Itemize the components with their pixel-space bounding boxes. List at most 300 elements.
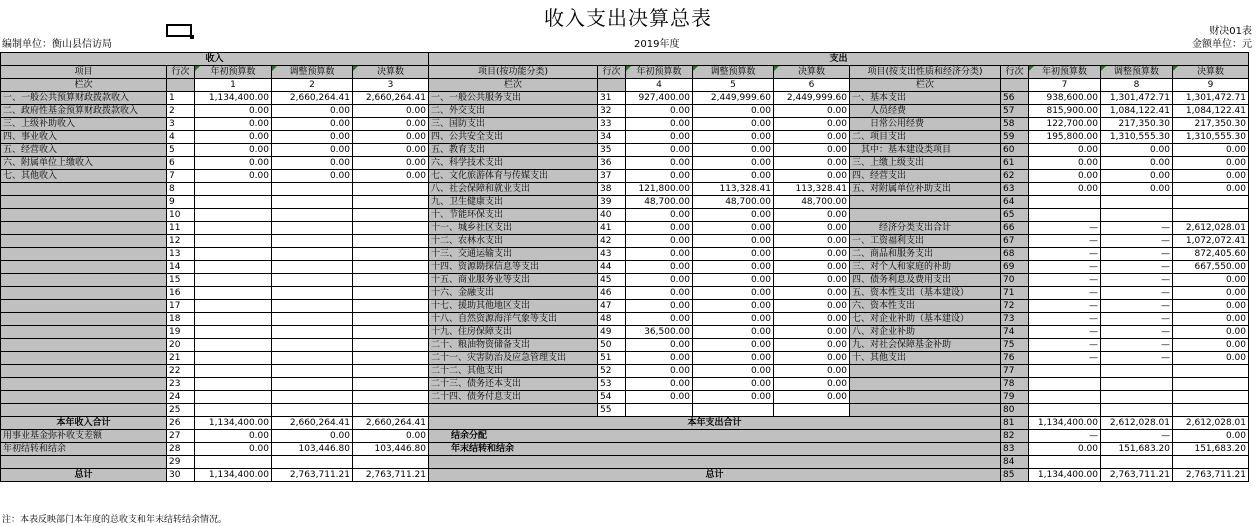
income-line-cell[interactable]: 13: [167, 248, 195, 261]
income-adjusted-cell[interactable]: 0.00: [272, 144, 353, 157]
func-line-cell[interactable]: 37: [598, 170, 626, 183]
income-item-cell[interactable]: 七、其他收入: [1, 170, 167, 183]
econ-item-cell[interactable]: [850, 404, 1001, 417]
summary-expense-line[interactable]: 85: [1001, 469, 1029, 482]
econ-initial-cell[interactable]: [1029, 391, 1101, 404]
func-line-cell[interactable]: 31: [598, 92, 626, 105]
func-final-cell[interactable]: 0.00: [774, 274, 850, 287]
func-item-cell[interactable]: 十六、金融支出: [429, 287, 598, 300]
summary-expense-initial[interactable]: 1,134,400.00: [1029, 417, 1101, 430]
econ-initial-cell[interactable]: 938,600.00: [1029, 92, 1101, 105]
func-item-cell[interactable]: 九、卫生健康支出: [429, 196, 598, 209]
func-item-cell[interactable]: 七、文化旅游体育与传媒支出: [429, 170, 598, 183]
econ-initial-cell[interactable]: —: [1029, 300, 1101, 313]
func-adjusted-cell[interactable]: 0.00: [693, 235, 774, 248]
summary-income-adjusted[interactable]: 2,763,711.21: [272, 469, 353, 482]
func-adjusted-cell[interactable]: 0.00: [693, 157, 774, 170]
income-item-cell[interactable]: [1, 404, 167, 417]
econ-adjusted-cell[interactable]: 217,350.30: [1101, 118, 1173, 131]
income-initial-cell[interactable]: [195, 235, 272, 248]
income-initial-cell[interactable]: 0.00: [195, 170, 272, 183]
econ-final-cell[interactable]: [1173, 391, 1249, 404]
econ-initial-cell[interactable]: —: [1029, 326, 1101, 339]
income-line-cell[interactable]: 11: [167, 222, 195, 235]
econ-item-cell[interactable]: 八、对企业补助: [850, 326, 1001, 339]
econ-line-cell[interactable]: 75: [1001, 339, 1029, 352]
econ-final-cell[interactable]: 0.00: [1173, 144, 1249, 157]
econ-initial-cell[interactable]: 195,800.00: [1029, 131, 1101, 144]
econ-item-cell[interactable]: 二、商品和服务支出: [850, 248, 1001, 261]
income-adjusted-cell[interactable]: [272, 339, 353, 352]
func-initial-cell[interactable]: 0.00: [626, 339, 693, 352]
income-final-cell[interactable]: [353, 287, 429, 300]
income-line-cell[interactable]: 12: [167, 235, 195, 248]
income-initial-cell[interactable]: [195, 391, 272, 404]
summary-expense-adjusted[interactable]: 151,683.20: [1101, 443, 1173, 456]
func-initial-cell[interactable]: 0.00: [626, 157, 693, 170]
func-adjusted-cell[interactable]: 0.00: [693, 378, 774, 391]
income-initial-cell[interactable]: [195, 313, 272, 326]
income-initial-cell[interactable]: [195, 183, 272, 196]
func-item-cell[interactable]: 十二、农林水支出: [429, 235, 598, 248]
summary-expense-initial[interactable]: 1,134,400.00: [1029, 469, 1101, 482]
econ-initial-cell[interactable]: [1029, 196, 1101, 209]
func-line-cell[interactable]: 55: [598, 404, 626, 417]
summary-expense-final[interactable]: [1173, 456, 1249, 469]
econ-initial-cell[interactable]: —: [1029, 261, 1101, 274]
econ-initial-cell[interactable]: 0.00: [1029, 157, 1101, 170]
func-adjusted-cell[interactable]: 0.00: [693, 352, 774, 365]
income-item-cell[interactable]: 三、上级补助收入: [1, 118, 167, 131]
income-adjusted-cell[interactable]: 0.00: [272, 105, 353, 118]
func-final-cell[interactable]: 0.00: [774, 391, 850, 404]
econ-final-cell[interactable]: [1173, 196, 1249, 209]
func-line-cell[interactable]: 46: [598, 287, 626, 300]
econ-item-cell[interactable]: [850, 196, 1001, 209]
income-item-cell[interactable]: 二、政府性基金预算财政拨款收入: [1, 105, 167, 118]
income-line-cell[interactable]: 17: [167, 300, 195, 313]
income-adjusted-cell[interactable]: [272, 261, 353, 274]
func-initial-cell[interactable]: 121,800.00: [626, 183, 693, 196]
func-line-cell[interactable]: 47: [598, 300, 626, 313]
income-adjusted-cell[interactable]: [272, 352, 353, 365]
income-initial-cell[interactable]: [195, 209, 272, 222]
func-final-cell[interactable]: 0.00: [774, 339, 850, 352]
income-line-cell[interactable]: 3: [167, 118, 195, 131]
func-adjusted-cell[interactable]: 0.00: [693, 274, 774, 287]
income-line-cell[interactable]: 22: [167, 365, 195, 378]
income-item-cell[interactable]: [1, 378, 167, 391]
econ-initial-cell[interactable]: —: [1029, 352, 1101, 365]
income-final-cell[interactable]: [353, 300, 429, 313]
func-item-cell[interactable]: 一、一般公共服务支出: [429, 92, 598, 105]
econ-adjusted-cell[interactable]: [1101, 209, 1173, 222]
func-initial-cell[interactable]: 0.00: [626, 391, 693, 404]
econ-item-cell[interactable]: 一、基本支出: [850, 92, 1001, 105]
func-final-cell[interactable]: 0.00: [774, 170, 850, 183]
summary-income-item[interactable]: 年初结转和结余: [1, 443, 167, 456]
econ-final-cell[interactable]: 0.00: [1173, 339, 1249, 352]
summary-expense-adjusted[interactable]: [1101, 456, 1173, 469]
econ-final-cell[interactable]: [1173, 378, 1249, 391]
func-item-cell[interactable]: 八、社会保障和就业支出: [429, 183, 598, 196]
econ-initial-cell[interactable]: 122,700.00: [1029, 118, 1101, 131]
func-adjusted-cell[interactable]: 0.00: [693, 118, 774, 131]
econ-adjusted-cell[interactable]: —: [1101, 352, 1173, 365]
income-item-cell[interactable]: [1, 261, 167, 274]
econ-item-cell[interactable]: 人员经费: [850, 105, 1001, 118]
income-item-cell[interactable]: [1, 183, 167, 196]
func-item-cell[interactable]: 四、公共安全支出: [429, 131, 598, 144]
econ-initial-cell[interactable]: —: [1029, 248, 1101, 261]
func-initial-cell[interactable]: 0.00: [626, 274, 693, 287]
income-final-cell[interactable]: [353, 391, 429, 404]
cell-selection-cursor[interactable]: [166, 24, 192, 37]
func-final-cell[interactable]: 0.00: [774, 144, 850, 157]
func-adjusted-cell[interactable]: 0.00: [693, 326, 774, 339]
func-final-cell[interactable]: 48,700.00: [774, 196, 850, 209]
income-adjusted-cell[interactable]: [272, 313, 353, 326]
econ-line-cell[interactable]: 80: [1001, 404, 1029, 417]
func-final-cell[interactable]: 0.00: [774, 300, 850, 313]
summary-income-final[interactable]: 103,446.80: [353, 443, 429, 456]
income-item-cell[interactable]: [1, 235, 167, 248]
econ-adjusted-cell[interactable]: —: [1101, 326, 1173, 339]
func-line-cell[interactable]: 33: [598, 118, 626, 131]
func-adjusted-cell[interactable]: 0.00: [693, 170, 774, 183]
econ-item-cell[interactable]: 四、经营支出: [850, 170, 1001, 183]
income-line-cell[interactable]: 5: [167, 144, 195, 157]
summary-income-line[interactable]: 27: [167, 430, 195, 443]
econ-final-cell[interactable]: [1173, 365, 1249, 378]
econ-line-cell[interactable]: 61: [1001, 157, 1029, 170]
func-adjusted-cell[interactable]: 48,700.00: [693, 196, 774, 209]
summary-income-initial[interactable]: 0.00: [195, 430, 272, 443]
summary-income-final[interactable]: 2,763,711.21: [353, 469, 429, 482]
func-line-cell[interactable]: 38: [598, 183, 626, 196]
summary-expense-item[interactable]: 本年支出合计: [429, 417, 1001, 430]
func-line-cell[interactable]: 41: [598, 222, 626, 235]
econ-adjusted-cell[interactable]: 1,084,122.41: [1101, 105, 1173, 118]
summary-income-adjusted[interactable]: 103,446.80: [272, 443, 353, 456]
func-adjusted-cell[interactable]: 0.00: [693, 248, 774, 261]
income-adjusted-cell[interactable]: [272, 209, 353, 222]
income-initial-cell[interactable]: [195, 248, 272, 261]
summary-expense-adjusted[interactable]: —: [1101, 430, 1173, 443]
income-final-cell[interactable]: [353, 313, 429, 326]
func-final-cell[interactable]: 113,328.41: [774, 183, 850, 196]
income-initial-cell[interactable]: [195, 404, 272, 417]
func-adjusted-cell[interactable]: 0.00: [693, 105, 774, 118]
income-line-cell[interactable]: 6: [167, 157, 195, 170]
income-initial-cell[interactable]: [195, 261, 272, 274]
income-line-cell[interactable]: 14: [167, 261, 195, 274]
econ-initial-cell[interactable]: —: [1029, 339, 1101, 352]
summary-expense-final[interactable]: 0.00: [1173, 430, 1249, 443]
func-line-cell[interactable]: 49: [598, 326, 626, 339]
func-initial-cell[interactable]: 927,400.00: [626, 92, 693, 105]
summary-income-adjusted[interactable]: 0.00: [272, 430, 353, 443]
econ-adjusted-cell[interactable]: [1101, 391, 1173, 404]
econ-line-cell[interactable]: 72: [1001, 300, 1029, 313]
func-initial-cell[interactable]: 0.00: [626, 144, 693, 157]
income-final-cell[interactable]: [353, 209, 429, 222]
summary-income-adjusted[interactable]: 2,660,264.41: [272, 417, 353, 430]
summary-expense-item[interactable]: [429, 456, 1001, 469]
econ-line-cell[interactable]: 71: [1001, 287, 1029, 300]
income-item-cell[interactable]: [1, 300, 167, 313]
income-initial-cell[interactable]: 1,134,400.00: [195, 92, 272, 105]
income-line-cell[interactable]: 20: [167, 339, 195, 352]
econ-line-cell[interactable]: 56: [1001, 92, 1029, 105]
econ-adjusted-cell[interactable]: 1,301,472.71: [1101, 92, 1173, 105]
func-final-cell[interactable]: 0.00: [774, 365, 850, 378]
econ-line-cell[interactable]: 66: [1001, 222, 1029, 235]
func-initial-cell[interactable]: 36,500.00: [626, 326, 693, 339]
income-adjusted-cell[interactable]: 0.00: [272, 118, 353, 131]
income-item-cell[interactable]: 六、附属单位上缴收入: [1, 157, 167, 170]
income-adjusted-cell[interactable]: 2,660,264.41: [272, 92, 353, 105]
income-adjusted-cell[interactable]: [272, 196, 353, 209]
income-final-cell[interactable]: 0.00: [353, 144, 429, 157]
econ-initial-cell[interactable]: 0.00: [1029, 144, 1101, 157]
func-item-cell[interactable]: 二十二、其他支出: [429, 365, 598, 378]
econ-adjusted-cell[interactable]: —: [1101, 300, 1173, 313]
summary-expense-item[interactable]: 年末结转和结余: [429, 443, 1001, 456]
income-adjusted-cell[interactable]: [272, 287, 353, 300]
func-line-cell[interactable]: 53: [598, 378, 626, 391]
econ-final-cell[interactable]: 1,301,472.71: [1173, 92, 1249, 105]
income-initial-cell[interactable]: 0.00: [195, 144, 272, 157]
func-final-cell[interactable]: 0.00: [774, 248, 850, 261]
summary-expense-line[interactable]: 82: [1001, 430, 1029, 443]
func-line-cell[interactable]: 52: [598, 365, 626, 378]
econ-adjusted-cell[interactable]: —: [1101, 248, 1173, 261]
econ-item-cell[interactable]: 七、对企业补助（基本建设）: [850, 313, 1001, 326]
func-line-cell[interactable]: 48: [598, 313, 626, 326]
func-item-cell[interactable]: [429, 404, 598, 417]
econ-item-cell[interactable]: 一、工资福利支出: [850, 235, 1001, 248]
func-line-cell[interactable]: 54: [598, 391, 626, 404]
income-line-cell[interactable]: 23: [167, 378, 195, 391]
summary-income-item[interactable]: [1, 456, 167, 469]
econ-initial-cell[interactable]: —: [1029, 274, 1101, 287]
income-final-cell[interactable]: 0.00: [353, 131, 429, 144]
func-item-cell[interactable]: 十、节能环保支出: [429, 209, 598, 222]
income-item-cell[interactable]: 四、事业收入: [1, 131, 167, 144]
econ-final-cell[interactable]: 0.00: [1173, 313, 1249, 326]
income-initial-cell[interactable]: 0.00: [195, 118, 272, 131]
income-adjusted-cell[interactable]: [272, 300, 353, 313]
func-adjusted-cell[interactable]: 0.00: [693, 339, 774, 352]
func-final-cell[interactable]: 0.00: [774, 131, 850, 144]
econ-line-cell[interactable]: 70: [1001, 274, 1029, 287]
func-line-cell[interactable]: 32: [598, 105, 626, 118]
econ-final-cell[interactable]: 0.00: [1173, 274, 1249, 287]
income-final-cell[interactable]: 0.00: [353, 118, 429, 131]
func-initial-cell[interactable]: 0.00: [626, 170, 693, 183]
econ-line-cell[interactable]: 79: [1001, 391, 1029, 404]
econ-line-cell[interactable]: 68: [1001, 248, 1029, 261]
func-adjusted-cell[interactable]: 0.00: [693, 209, 774, 222]
econ-final-cell[interactable]: [1173, 209, 1249, 222]
income-initial-cell[interactable]: 0.00: [195, 157, 272, 170]
income-final-cell[interactable]: [353, 365, 429, 378]
summary-income-final[interactable]: [353, 456, 429, 469]
func-adjusted-cell[interactable]: 2,449,999.60: [693, 92, 774, 105]
func-item-cell[interactable]: 三、国防支出: [429, 118, 598, 131]
econ-line-cell[interactable]: 62: [1001, 170, 1029, 183]
econ-final-cell[interactable]: [1173, 404, 1249, 417]
summary-income-item[interactable]: 本年收入合计: [1, 417, 167, 430]
econ-initial-cell[interactable]: —: [1029, 287, 1101, 300]
func-initial-cell[interactable]: 0.00: [626, 352, 693, 365]
income-adjusted-cell[interactable]: [272, 391, 353, 404]
econ-adjusted-cell[interactable]: [1101, 365, 1173, 378]
income-adjusted-cell[interactable]: [272, 326, 353, 339]
income-line-cell[interactable]: 7: [167, 170, 195, 183]
func-adjusted-cell[interactable]: 0.00: [693, 222, 774, 235]
summary-income-line[interactable]: 29: [167, 456, 195, 469]
summary-expense-final[interactable]: 151,683.20: [1173, 443, 1249, 456]
income-initial-cell[interactable]: [195, 352, 272, 365]
econ-adjusted-cell[interactable]: 1,310,555.30: [1101, 131, 1173, 144]
econ-initial-cell[interactable]: —: [1029, 313, 1101, 326]
income-adjusted-cell[interactable]: [272, 365, 353, 378]
econ-final-cell[interactable]: 1,072,072.41: [1173, 235, 1249, 248]
econ-adjusted-cell[interactable]: —: [1101, 222, 1173, 235]
income-final-cell[interactable]: 0.00: [353, 157, 429, 170]
econ-final-cell[interactable]: 1,084,122.41: [1173, 105, 1249, 118]
income-line-cell[interactable]: 15: [167, 274, 195, 287]
summary-expense-initial[interactable]: 0.00: [1029, 443, 1101, 456]
income-final-cell[interactable]: [353, 326, 429, 339]
econ-initial-cell[interactable]: 0.00: [1029, 183, 1101, 196]
func-initial-cell[interactable]: 0.00: [626, 378, 693, 391]
summary-income-item[interactable]: 用事业基金弥补收支差额: [1, 430, 167, 443]
func-line-cell[interactable]: 45: [598, 274, 626, 287]
summary-income-initial[interactable]: [195, 456, 272, 469]
income-adjusted-cell[interactable]: [272, 183, 353, 196]
econ-item-cell[interactable]: 十、其他支出: [850, 352, 1001, 365]
income-initial-cell[interactable]: [195, 300, 272, 313]
income-initial-cell[interactable]: [195, 274, 272, 287]
func-initial-cell[interactable]: 0.00: [626, 209, 693, 222]
func-initial-cell[interactable]: 0.00: [626, 235, 693, 248]
econ-line-cell[interactable]: 57: [1001, 105, 1029, 118]
func-item-cell[interactable]: 二十一、灾害防治及应急管理支出: [429, 352, 598, 365]
income-final-cell[interactable]: 0.00: [353, 170, 429, 183]
econ-initial-cell[interactable]: [1029, 209, 1101, 222]
func-item-cell[interactable]: 十一、城乡社区支出: [429, 222, 598, 235]
func-initial-cell[interactable]: 0.00: [626, 313, 693, 326]
income-final-cell[interactable]: [353, 274, 429, 287]
income-final-cell[interactable]: 0.00: [353, 105, 429, 118]
income-line-cell[interactable]: 8: [167, 183, 195, 196]
income-initial-cell[interactable]: [195, 326, 272, 339]
econ-initial-cell[interactable]: [1029, 365, 1101, 378]
summary-expense-line[interactable]: 81: [1001, 417, 1029, 430]
func-final-cell[interactable]: 0.00: [774, 157, 850, 170]
econ-item-cell[interactable]: 九、对社会保障基金补助: [850, 339, 1001, 352]
func-line-cell[interactable]: 39: [598, 196, 626, 209]
summary-income-line[interactable]: 30: [167, 469, 195, 482]
income-line-cell[interactable]: 19: [167, 326, 195, 339]
income-adjusted-cell[interactable]: [272, 274, 353, 287]
func-item-cell[interactable]: 二十、粮油物资储备支出: [429, 339, 598, 352]
func-initial-cell[interactable]: 0.00: [626, 365, 693, 378]
summary-income-initial[interactable]: 0.00: [195, 443, 272, 456]
income-initial-cell[interactable]: [195, 378, 272, 391]
func-final-cell[interactable]: 0.00: [774, 118, 850, 131]
income-initial-cell[interactable]: [195, 365, 272, 378]
income-final-cell[interactable]: 2,660,264.41: [353, 92, 429, 105]
econ-final-cell[interactable]: 217,350.30: [1173, 118, 1249, 131]
income-adjusted-cell[interactable]: [272, 248, 353, 261]
income-item-cell[interactable]: [1, 365, 167, 378]
econ-line-cell[interactable]: 63: [1001, 183, 1029, 196]
summary-expense-final[interactable]: 2,763,711.21: [1173, 469, 1249, 482]
income-line-cell[interactable]: 18: [167, 313, 195, 326]
summary-income-final[interactable]: 2,660,264.41: [353, 417, 429, 430]
func-line-cell[interactable]: 43: [598, 248, 626, 261]
summary-income-adjusted[interactable]: [272, 456, 353, 469]
func-adjusted-cell[interactable]: 0.00: [693, 131, 774, 144]
econ-initial-cell[interactable]: 815,900.00: [1029, 105, 1101, 118]
func-initial-cell[interactable]: 0.00: [626, 300, 693, 313]
func-initial-cell[interactable]: 0.00: [626, 261, 693, 274]
income-initial-cell[interactable]: [195, 222, 272, 235]
econ-final-cell[interactable]: 872,405.60: [1173, 248, 1249, 261]
func-line-cell[interactable]: 35: [598, 144, 626, 157]
econ-line-cell[interactable]: 76: [1001, 352, 1029, 365]
econ-final-cell[interactable]: 0.00: [1173, 157, 1249, 170]
income-item-cell[interactable]: [1, 274, 167, 287]
econ-item-cell[interactable]: 四、债务利息及费用支出: [850, 274, 1001, 287]
econ-item-cell[interactable]: 五、资本性支出（基本建设）: [850, 287, 1001, 300]
summary-expense-line[interactable]: 84: [1001, 456, 1029, 469]
income-final-cell[interactable]: [353, 222, 429, 235]
func-final-cell[interactable]: 0.00: [774, 352, 850, 365]
econ-initial-cell[interactable]: [1029, 404, 1101, 417]
econ-line-cell[interactable]: 65: [1001, 209, 1029, 222]
income-item-cell[interactable]: [1, 248, 167, 261]
func-final-cell[interactable]: 0.00: [774, 378, 850, 391]
econ-item-cell[interactable]: [850, 391, 1001, 404]
func-final-cell[interactable]: 0.00: [774, 235, 850, 248]
income-item-cell[interactable]: 五、经营收入: [1, 144, 167, 157]
econ-item-cell[interactable]: [850, 365, 1001, 378]
econ-line-cell[interactable]: 60: [1001, 144, 1029, 157]
econ-item-cell[interactable]: 经济分类支出合计: [850, 222, 1001, 235]
econ-adjusted-cell[interactable]: [1101, 196, 1173, 209]
econ-initial-cell[interactable]: 0.00: [1029, 170, 1101, 183]
summary-income-line[interactable]: 28: [167, 443, 195, 456]
econ-line-cell[interactable]: 78: [1001, 378, 1029, 391]
func-item-cell[interactable]: 六、科学技术支出: [429, 157, 598, 170]
func-initial-cell[interactable]: 48,700.00: [626, 196, 693, 209]
econ-item-cell[interactable]: 日常公用经费: [850, 118, 1001, 131]
func-final-cell[interactable]: 0.00: [774, 313, 850, 326]
summary-expense-line[interactable]: 83: [1001, 443, 1029, 456]
econ-initial-cell[interactable]: —: [1029, 222, 1101, 235]
func-final-cell[interactable]: 0.00: [774, 209, 850, 222]
income-item-cell[interactable]: [1, 209, 167, 222]
summary-expense-initial[interactable]: [1029, 456, 1101, 469]
econ-line-cell[interactable]: 77: [1001, 365, 1029, 378]
income-final-cell[interactable]: [353, 248, 429, 261]
income-adjusted-cell[interactable]: [272, 378, 353, 391]
